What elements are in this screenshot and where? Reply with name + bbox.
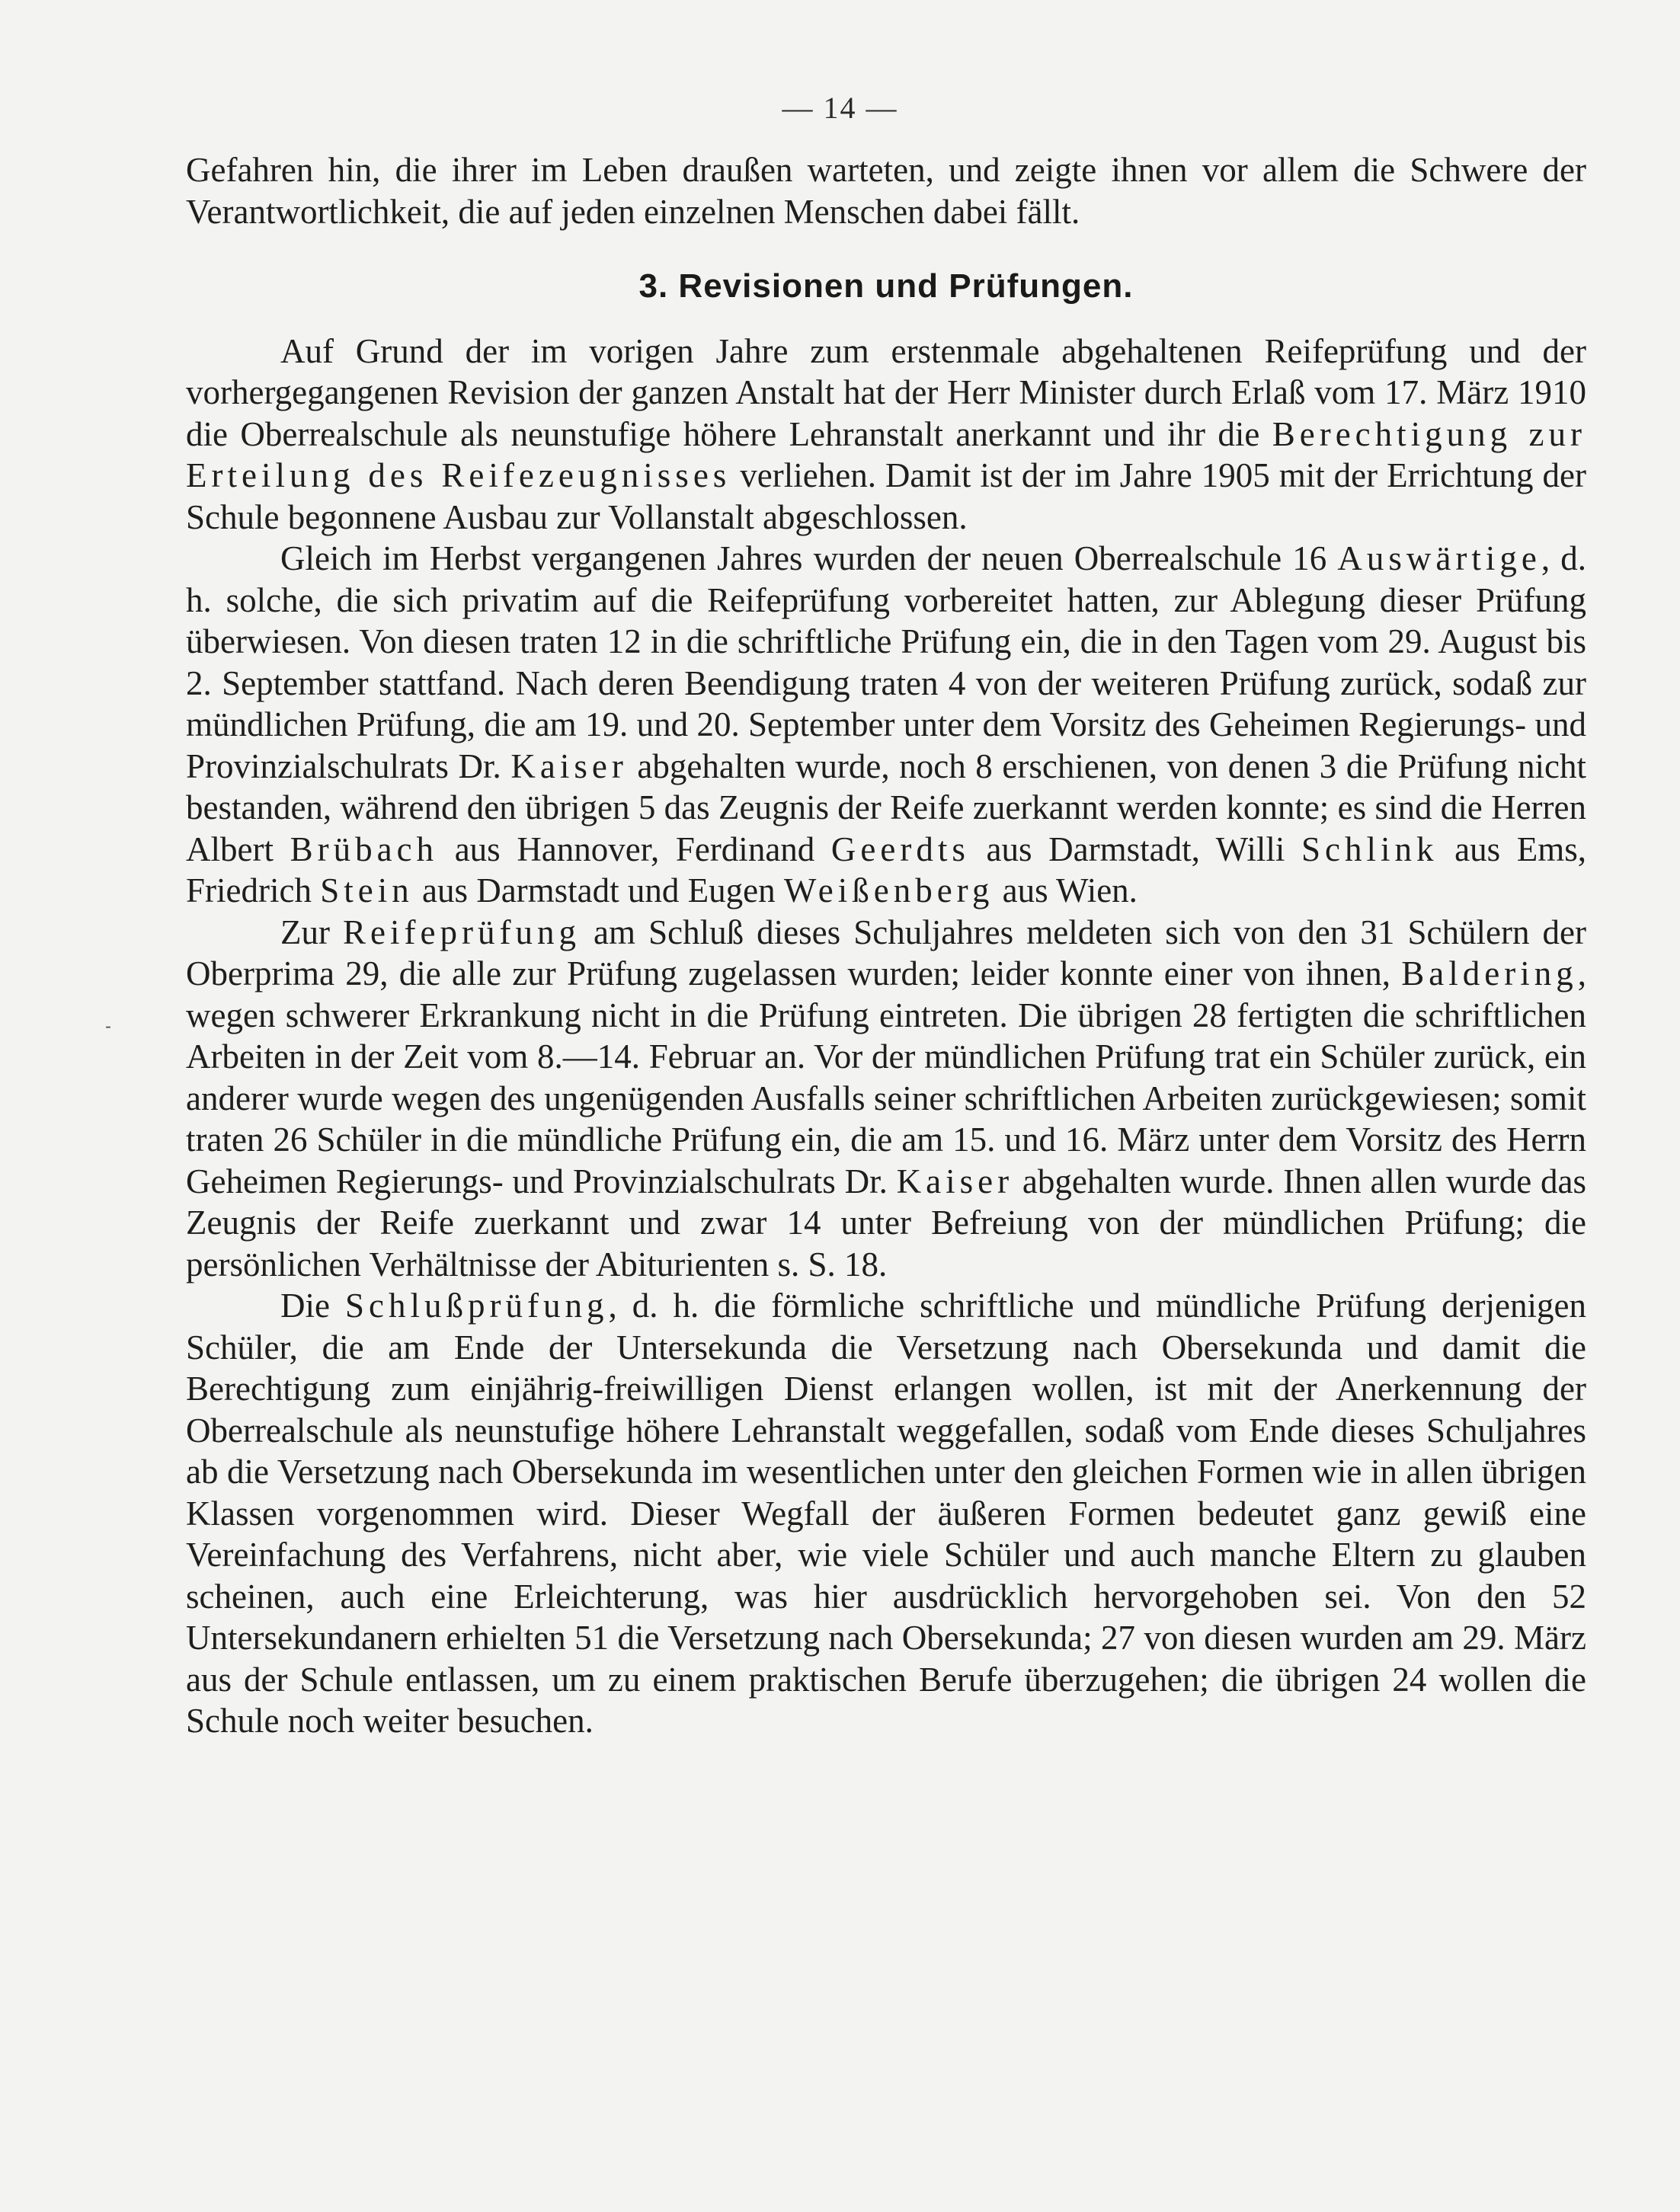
text-run: aus Darmstadt, Willi (969, 830, 1301, 868)
section-heading: 3. Revisionen und Prüfungen. (638, 267, 1134, 305)
text-run: verliehen. Damit ist der im Jahre 1905 mit der Errichtung der Schule begonnene Ausbau zur Vollanstalt abgeschlossen. (186, 456, 1586, 536)
spaced-name: Geerdts (830, 830, 970, 868)
text-run: Auf Grund der im vorigen Jahre zum erstenmale abgehaltenen Reifeprüfung und der vorhergegangenen Revision der ganzen Anstalt hat der Herr Minister durch Erlaß vom 17. März 1910 die Oberrealschule als neunstufige höhere Lehranstalt anerkannt und ihr die (186, 331, 1586, 453)
spaced-name: Baldering (1401, 954, 1578, 993)
paragraph-auswaertige (186, 538, 1586, 912)
spaced-name: Stein (320, 871, 414, 909)
paragraph-schlusspruefung (186, 1285, 1586, 1742)
text-run: Gleich im Herbst vergangenen Jahres wurden der neuen Oberrealschule 16 (280, 539, 1338, 577)
text-run: Die (280, 1287, 345, 1325)
spaced-term: Auswärtige (1337, 539, 1541, 577)
text-run: , d. h. solche, die sich privatim auf die Reifeprüfung vorbereitet hatten, zur Ablegung dieser Prüfung überwiesen. Von diesen traten 12 in die schriftliche Prüfung ein, die in den Tagen vom 29. August bis 2. September stattfand. Nach deren Beendigung traten 4 von der weiteren Prüfung zurück, sodaß zur mündlichen Prüfung, die am 19. und 20. September unter dem Vorsitz des Geheimen Regierungs- und Provinzialschulrats Dr. (186, 539, 1586, 785)
paragraph-reifepruefung (186, 912, 1586, 1286)
text-run: abgehalten wurde. Ihnen allen wurde das Zeugnis der Reife zuerkannt und zwar 14 unter Befreiung von der mündlichen Prüfung; die persönlichen Verhältnisse der Abiturienten s. S. 18. (186, 1162, 1586, 1283)
spaced-term: Berechtigung zur Erteilung des Reifezeugnisses (186, 414, 1586, 494)
margin-mark: - (105, 1016, 111, 1037)
spaced-name: Kaiser (896, 1162, 1014, 1200)
page-number: — 14 — (782, 91, 898, 125)
spaced-name: Schlink (1301, 830, 1438, 868)
spaced-name: Weißenberg (783, 871, 994, 909)
text-run: Zur (280, 913, 344, 951)
text-run: aus Ems, Friedrich (186, 830, 1586, 909)
spaced-name: Brübach (290, 830, 439, 868)
text-run: abgehalten wurde, noch 8 erschienen, von denen 3 die Prüfung nicht bestanden, während den übrigen 5 das Zeugnis der Reife zuerkannt werden konnte; es sind die Herren Albert (186, 746, 1586, 868)
spaced-term: Schlußprüfung (344, 1287, 609, 1325)
text-run: aus Hannover, Ferdinand (438, 830, 831, 868)
text-run: aus Wien. (994, 871, 1138, 909)
text-run: aus Darmstadt und Eugen (413, 871, 784, 909)
spaced-term: Reifeprüfung (343, 913, 581, 951)
text-run: am Schluß dieses Schuljahres meldeten sich von den 31 Schülern der Oberprima 29, die alle zur Prüfung zugelassen wurden; leider konnte einer von ihnen, (186, 913, 1586, 993)
paragraph-anerkennung (186, 331, 1586, 539)
spaced-name: Kaiser (510, 746, 628, 785)
body-text (186, 149, 1586, 1742)
text-run: , d. h. die förmliche schriftliche und mündliche Prüfung derjenigen Schüler, die am Ende der Untersekunda die Versetzung nach Obersekunda und damit die Berechtigung zum einjährig-freiwilligen Dienst erlangen wollen, ist mit der Anerkennung der Oberrealschule als neunstufige höhere Lehranstalt weggefallen, sodaß vom Ende dieses Schuljahres ab die Versetzung nach Obersekunda im wesentlichen unter den gleichen Formen wie in allen übrigen Klassen vorgenommen wird. Dieser Wegfall der äußeren Formen bedeutet ganz gewiß eine Vereinfachung des Verfahrens, nicht aber, wie viele Schüler und auch manche Eltern zu glauben scheinen, auch eine Erleichterung, was hier ausdrücklich hervorgehoben sei. Von den 52 Untersekundanern erhielten 51 die Versetzung nach Obersekunda; 27 von diesen wurden am 29. März aus der Schule entlassen, um zu einem praktischen Berufe überzugehen; die übrigen 24 wollen die Schule noch weiter besuchen. (186, 1287, 1586, 1740)
text-run: , wegen schwerer Erkrankung nicht in die Prüfung eintreten. Die übrigen 28 fertigten die schriftlichen Arbeiten in der Zeit vom 8.—14. Februar an. Vor der mündlichen Prüfung trat ein Schüler zurück, ein anderer wurde wegen des ungenügenden Ausfalls seiner schriftlichen Arbeiten zurückgewiesen; somit traten 26 Schüler in die mündliche Prüfung ein, die am 15. und 16. März unter dem Vorsitz des Herrn Geheimen Regierungs- und Provinzialschulrats Dr. (186, 954, 1586, 1200)
paragraph-continued: Gefahren hin, die ihrer im Leben draußen warteten, und zeigte ihnen vor allem die Schwere der Verantwortlichkeit, die auf jeden einzelnen Menschen dabei fällt. (186, 151, 1586, 231)
